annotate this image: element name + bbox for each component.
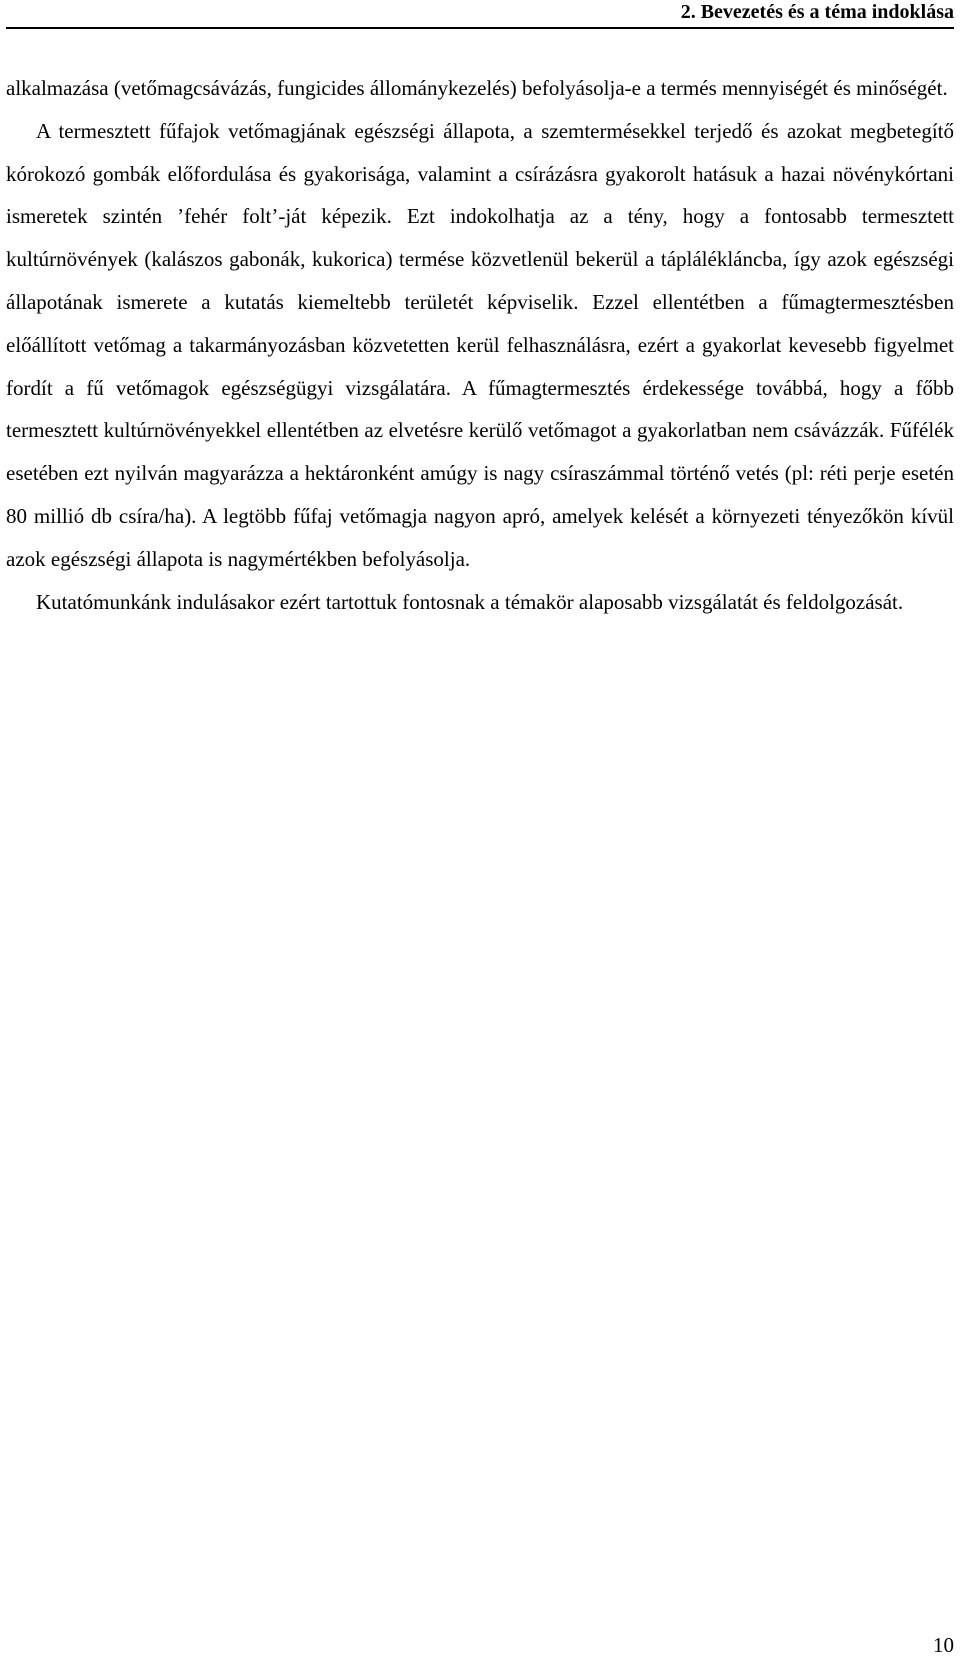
- page-number: 10: [933, 1633, 954, 1657]
- running-header: [6, 0, 954, 29]
- section-title: 2. Bevezetés és a téma indoklása: [680, 1, 954, 23]
- paragraph-seed-health: A termesztett fűfajok vetőmagjának egészségi állapota, a szemtermésekkel terjedő és azokat megbetegítő kórokozó gombák előfordulása és gyakorisága, valamint a csírázásra gyakorolt hatásuk a hazai növénykórtani ismeretek szintén ’fehér folt’-ját képezik. Ezt indokolhatja az a tény, hogy a fontosabb termesztett kultúrnövények (kalászos gabonák, kukorica) termése közvetlenül bekerül a táplálékláncba, így azok egészségi állapotának ismerete a kutatás kiemeltebb területét képviselik. Ezzel ellentétben a fűmagtermesztésben előállított vetőmag a takarmányozásban közvetetten kerül felhasználásra, ezért a gyakorlat kevesebb figyelmet fordít a fű vetőmagok egészségügyi vizsgálatára. A fűmagtermesztés érdekessége továbbá, hogy a főbb termesztett kultúrnövényekkel ellentétben az elvetésre kerülő vetőmagot a gyakorlatban nem csávázzák. Fűfélék esetében ezt nyilván magyarázza a hektáronként amúgy is nagy csíraszámmal történő vetés (pl: réti perje esetén 80 millió db csíra/ha). A legtöbb fűfaj vetőmagja nagyon apró, amelyek kelését a környezeti tényezőkön kívül azok egészségi állapota is nagymértékben befolyásolja.: [6, 118, 954, 571]
- body-text: [6, 67, 954, 623]
- paragraph-continuation: alkalmazása (vetőmagcsávázás, fungicides állománykezelés) befolyásolja-e a termés mennyiségét és minőségét.: [6, 76, 948, 100]
- paragraph-research-motivation: Kutatómunkánk indulásakor ezért tartottuk fontosnak a témakör alaposabb vizsgálatát és feldolgozását.: [36, 589, 904, 614]
